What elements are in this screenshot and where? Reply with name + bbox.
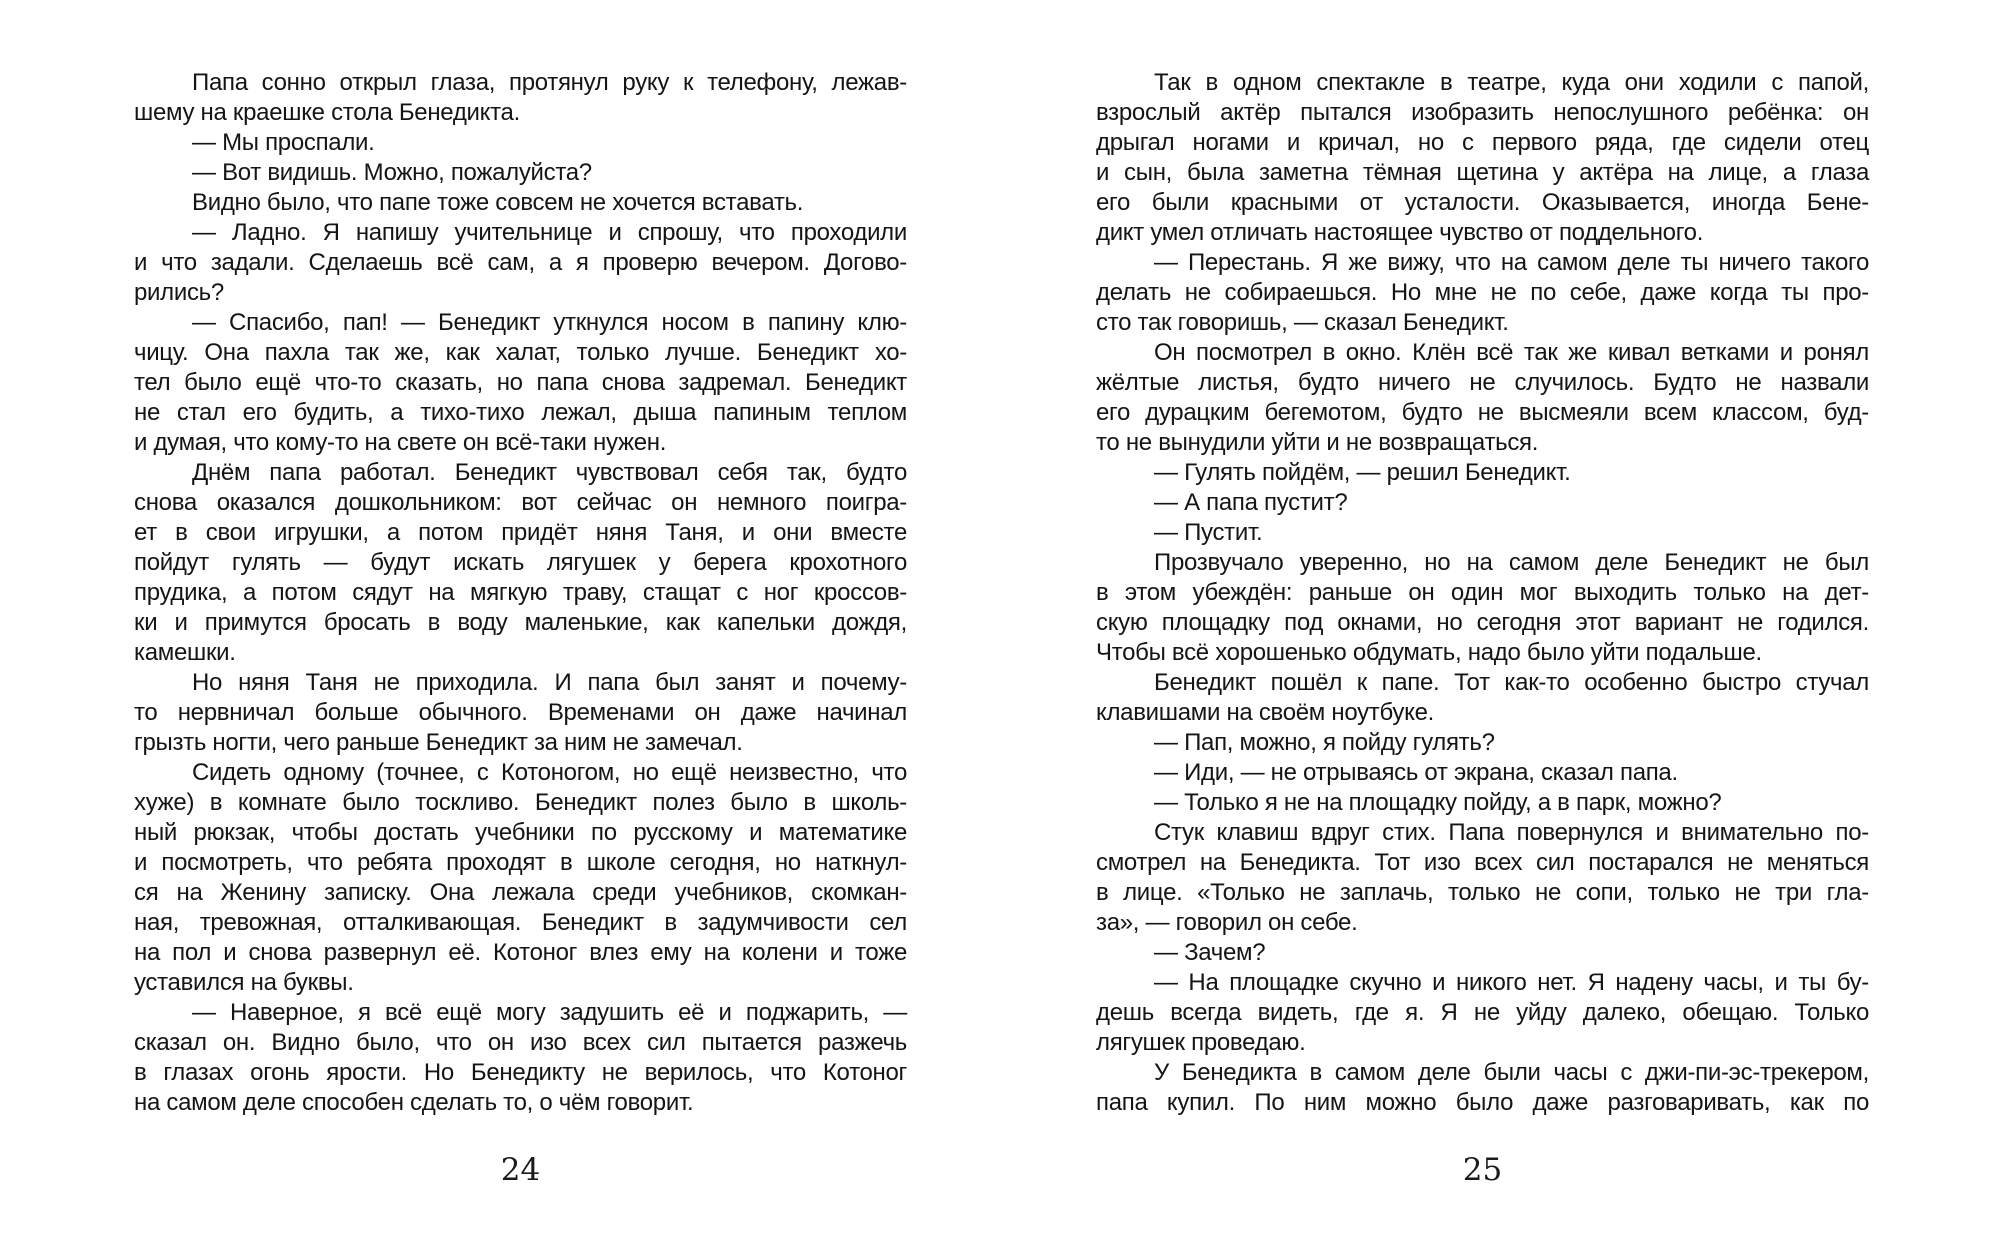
text-line: Прозвучало уверенно, но на самом деле Бенедикт не был xyxy=(1154,549,1869,576)
page-number-left: 24 xyxy=(500,1152,541,1188)
text-line: Бенедикт пошёл к папе. Тот как-то особенно быстро стучал xyxy=(1154,669,1869,696)
text-line: пойдут гулять — будут искать лягушек у берега крохотного xyxy=(134,549,907,576)
text-line: и что задали. Сделаешь всё сам, а я проверю вечером. Догово- xyxy=(134,249,907,276)
text-line: взрослый актёр пытался изобразить непослушного ребёнка: он xyxy=(1096,99,1869,126)
text-line: У Бенедикта в самом деле были часы с джи-пи-эс-трекером, xyxy=(1154,1059,1869,1086)
text-column-right xyxy=(1096,68,1869,1118)
text-line: тел было ещё что-то сказать, но папа снова задремал. Бенедикт xyxy=(134,369,907,396)
text-line: Папа сонно открыл глаза, протянул руку к телефону, лежав- xyxy=(192,69,907,96)
text-line: на пол и снова развернул её. Котоног влез ему на колени и тоже xyxy=(134,939,907,966)
text-line: ся на Женину записку. Она лежала среди учебников, скомкан- xyxy=(134,879,907,906)
paragraph xyxy=(134,188,907,218)
text-line: хуже) в комнате было тоскливо. Бенедикт полез было в школь- xyxy=(134,789,907,816)
text-line: лягушек проведаю. xyxy=(1096,1029,1306,1056)
paragraph xyxy=(1096,1058,1869,1118)
text-line: в глазах огонь ярости. Но Бенедикту не верилось, что Котоног xyxy=(134,1059,907,1086)
text-line: в лице. «Только не заплачь, только не сопи, только не три гла- xyxy=(1096,879,1869,906)
text-line: — Иди, — не отрываясь от экрана, сказал папа. xyxy=(1154,759,1678,786)
text-line: делать не собираешься. Но мне не по себе, даже когда ты про- xyxy=(1096,279,1869,306)
text-line: рились? xyxy=(134,279,224,306)
text-line: дикт умел отличать настоящее чувство от поддельного. xyxy=(1096,219,1704,246)
paragraph xyxy=(1096,968,1869,1058)
text-line: и сын, была заметна тёмная щетина у актёра на лице, а глаза xyxy=(1096,159,1869,186)
text-line: ет в свои игрушки, а потом придёт няня Таня, и они вместе xyxy=(134,519,907,546)
text-line: ки и примутся бросать в воду маленькие, как капельки дождя, xyxy=(134,609,907,636)
text-line: камешки. xyxy=(134,639,236,666)
text-line: — Ладно. Я напишу учительнице и спрошу, что проходили xyxy=(192,219,907,246)
text-line: — Пустит. xyxy=(1154,519,1263,546)
text-line: в этом убеждён: раньше он один мог выходить только на дет- xyxy=(1096,579,1869,606)
text-line: — На площадке скучно и никого нет. Я надену часы, и ты бу- xyxy=(1154,969,1869,996)
text-line: сто так говоришь, — сказал Бенедикт. xyxy=(1096,309,1509,336)
text-line: — Мы проспали. xyxy=(192,129,375,156)
text-line: — А папа пустит? xyxy=(1154,489,1348,516)
paragraph xyxy=(134,68,907,128)
text-line: Сидеть одному (точнее, с Котоногом, но ещё неизвестно, что xyxy=(192,759,907,786)
paragraph xyxy=(134,218,907,308)
text-line: на самом деле способен сделать то, о чём говорит. xyxy=(134,1089,694,1116)
paragraph xyxy=(1096,488,1869,518)
text-line: снова оказался дошкольником: вот сейчас он немного поигра- xyxy=(134,489,907,516)
text-line: — Гулять пойдём, — решил Бенедикт. xyxy=(1154,459,1571,486)
text-line: шему на краешке стола Бенедикта. xyxy=(134,99,520,126)
text-line: за», — говорил он себе. xyxy=(1096,909,1358,936)
paragraph xyxy=(134,128,907,158)
text-line: — Вот видишь. Можно, пожалуйста? xyxy=(192,159,592,186)
paragraph xyxy=(134,458,907,668)
paragraph xyxy=(1096,518,1869,548)
text-line: Так в одном спектакле в театре, куда они ходили с папой, xyxy=(1154,69,1869,96)
text-line: ный рюкзак, чтобы достать учебники по русскому и математике xyxy=(134,819,907,846)
paragraph xyxy=(134,668,907,758)
text-line: то нервничал больше обычного. Временами он даже начинал xyxy=(134,699,907,726)
text-line: папа купил. По ним можно было даже разговаривать, как по xyxy=(1096,1089,1869,1116)
text-line: — Только я не на площадку пойду, а в парк, можно? xyxy=(1154,789,1722,816)
paragraph xyxy=(1096,668,1869,728)
text-line: клавишами на своём ноутбуке. xyxy=(1096,699,1434,726)
text-line: жёлтые листья, будто ничего не случилось. Будто не назвали xyxy=(1096,369,1869,396)
text-line: чицу. Она пахла так же, как халат, только лучше. Бенедикт хо- xyxy=(134,339,907,366)
text-line: — Зачем? xyxy=(1154,939,1266,966)
text-line: его были красными от усталости. Оказывается, иногда Бене- xyxy=(1096,189,1869,216)
text-line: сказал он. Видно было, что он изо всех сил пытается разжечь xyxy=(134,1029,907,1056)
paragraph xyxy=(134,998,907,1118)
text-line: не стал его будить, а тихо-тихо лежал, дыша папиным теплом xyxy=(134,399,907,426)
paragraph xyxy=(1096,548,1869,668)
text-line: дрыгал ногами и кричал, но с первого ряда, где сидели отец xyxy=(1096,129,1869,156)
paragraph xyxy=(1096,458,1869,488)
text-column-left xyxy=(134,68,907,1118)
text-line: скую площадку под окнами, но сегодня этот вариант не годился. xyxy=(1096,609,1869,636)
text-line: и посмотреть, что ребята проходят в школе сегодня, но наткнул- xyxy=(134,849,907,876)
paragraph xyxy=(1096,248,1869,338)
text-line: — Наверное, я всё ещё могу задушить её и поджарить, — xyxy=(192,999,907,1026)
paragraph xyxy=(1096,938,1869,968)
text-line: то не вынудили уйти и не возвращаться. xyxy=(1096,429,1539,456)
text-line: Чтобы всё хорошенько обдумать, надо было уйти подальше. xyxy=(1096,639,1762,666)
paragraph xyxy=(134,308,907,458)
paragraph xyxy=(1096,338,1869,458)
text-line: грызть ногти, чего раньше Бенедикт за ним не замечал. xyxy=(134,729,743,756)
paragraph xyxy=(1096,728,1869,758)
text-line: ная, тревожная, отталкивающая. Бенедикт в задумчивости сел xyxy=(134,909,907,936)
paragraph xyxy=(134,758,907,998)
text-line: Стук клавиш вдруг стих. Папа повернулся и внимательно по- xyxy=(1154,819,1869,846)
text-line: Днём папа работал. Бенедикт чувствовал себя так, будто xyxy=(192,459,907,486)
page-number-right: 25 xyxy=(1462,1152,1503,1188)
text-line: его дурацким бегемотом, будто не высмеяли всем классом, буд- xyxy=(1096,399,1869,426)
text-line: — Перестань. Я же вижу, что на самом деле ты ничего такого xyxy=(1154,249,1869,276)
text-line: прудика, а потом сядут на мягкую траву, стащат с ног кроссов- xyxy=(134,579,907,606)
text-line: — Пап, можно, я пойду гулять? xyxy=(1154,729,1495,756)
text-line: смотрел на Бенедикта. Тот изо всех сил постарался не меняться xyxy=(1096,849,1869,876)
text-line: — Спасибо, пап! — Бенедикт уткнулся носом в папину клю- xyxy=(192,309,907,336)
paragraph xyxy=(1096,758,1869,788)
text-line: уставился на буквы. xyxy=(134,969,354,996)
text-line: и думая, что кому-то на свете он всё-таки нужен. xyxy=(134,429,667,456)
text-line: дешь всегда видеть, где я. Я не уйду далеко, обещаю. Только xyxy=(1096,999,1869,1026)
text-line: Видно было, что папе тоже совсем не хочется вставать. xyxy=(192,189,804,216)
paragraph xyxy=(134,158,907,188)
text-line: Но няня Таня не приходила. И папа был занят и почему- xyxy=(192,669,907,696)
text-line: Он посмотрел в окно. Клён всё так же кивал ветками и ронял xyxy=(1154,339,1869,366)
paragraph xyxy=(1096,68,1869,248)
paragraph xyxy=(1096,818,1869,938)
paragraph xyxy=(1096,788,1869,818)
